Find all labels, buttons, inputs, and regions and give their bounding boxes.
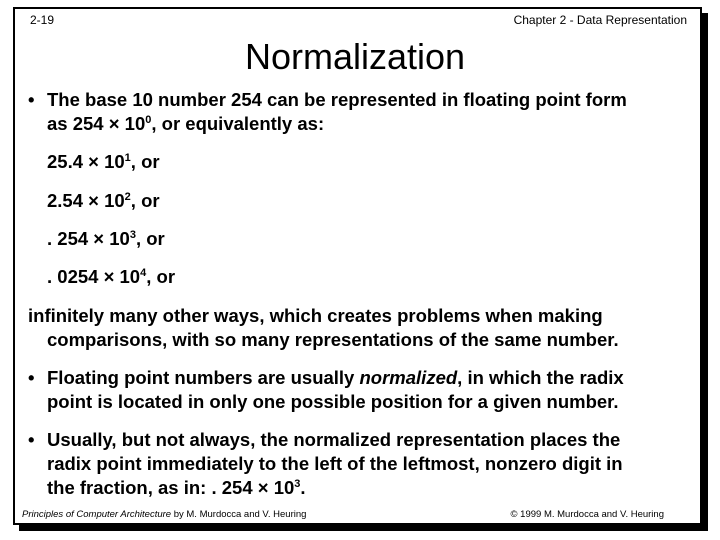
bullet1-line2: as $254 \times 10^0$, or equivalently as: [47,113,325,134]
footer-credit: Principles of Computer Architecture by M. Murdocca and V. Heuring [22,509,307,520]
bullet-icon: • [28,89,35,110]
bullet-icon: • [28,429,35,450]
footer-copyright: © 1999 M. Murdocca and V. Heuring [510,509,664,520]
example-2: $2.54 \times 10^2$, or [47,190,160,211]
example-3: . $254 \times 10^3$, or [47,228,165,249]
bullet2-line1: Floating point numbers are usually normalized, in which the radix [47,367,624,388]
bullet-icon: • [28,367,35,388]
example-4: . $0254 \times 10^4$, or [47,266,176,287]
bullet3-line3: the fraction, as in: . $254 \times 10^3$. [47,477,306,498]
para-line2: comparisons, with so many representations of the same number. [47,329,619,350]
bullet1-line1: The base 10 number 254 can be represented in floating point form [47,89,627,110]
slide-number: 2-19 [30,13,55,27]
bullet3-line2: radix point immediately to the left of the leftmost, nonzero digit in [47,453,623,474]
bullet3-line1: Usually, but not always, the normalized representation places the [47,429,621,450]
slide-title: Normalization [244,36,466,77]
example-1: $25.4 \times 10^1$, or [47,151,160,172]
para-line1: infinitely many other ways, which creates problems when making [28,305,603,326]
chapter-title: Chapter 2 - Data Representation [513,13,687,27]
bullet2-line2: point is located in only one possible position for a given number. [47,391,619,412]
